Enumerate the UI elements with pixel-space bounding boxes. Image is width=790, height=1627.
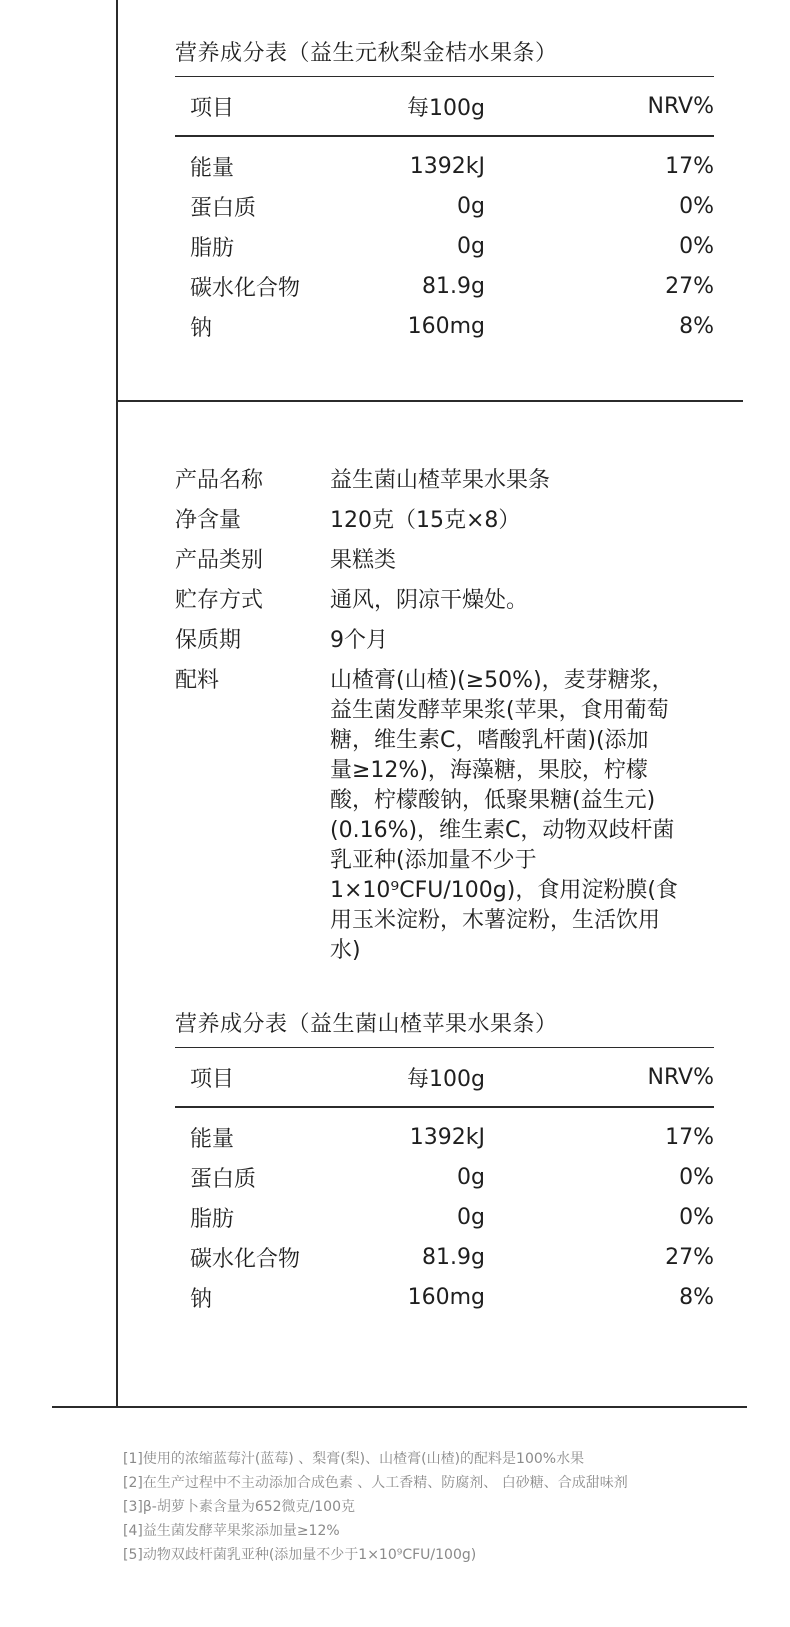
header-per100g: 每100g (407, 95, 485, 121)
nutrient-name: 钠 (190, 316, 213, 342)
table-row (175, 1238, 714, 1278)
nutrient-amount: 160mg (407, 314, 485, 340)
footnote: [5]动物双歧杆菌乳亚种(添加量不少于1×10⁹CFU/100g) (123, 1547, 477, 1563)
nutrient-amount: 0g (457, 1205, 485, 1231)
nutrient-name: 碳水化合物 (190, 276, 301, 302)
info-value: 果糕类 (330, 548, 397, 573)
nutrient-nrv: 0% (679, 1165, 714, 1191)
ingredients-line: 益生菌发酵苹果浆(苹果，食用葡萄 (330, 698, 669, 723)
ingredients-line: 用玉米淀粉，木薯淀粉，生活饮用 (330, 908, 661, 933)
table-header-row (175, 1048, 714, 1106)
info-value: 120克（15克×8） (330, 508, 521, 533)
nutrient-nrv: 0% (679, 234, 714, 260)
ingredients-line: 乳亚种(添加量不少于 (330, 848, 537, 873)
info-value: 益生菌山楂苹果水果条 (330, 468, 551, 493)
table-row (175, 1158, 714, 1198)
nutrient-name: 钠 (190, 1287, 213, 1313)
nutrient-amount: 81.9g (422, 1245, 485, 1271)
nutrient-nrv: 27% (665, 1245, 714, 1271)
table-row (175, 1278, 714, 1318)
ingredients-line: 山楂膏(山楂)(≥50%)，麦芽糖浆， (330, 668, 674, 693)
info-value: 通风，阴凉干燥处。 (330, 588, 529, 613)
table-header-row (175, 77, 714, 135)
nutrient-name: 脂肪 (190, 1207, 235, 1233)
nutrient-amount: 0g (457, 1165, 485, 1191)
ingredients-line: 酸，柠檬酸钠，低聚果糖(益生元) (330, 788, 656, 813)
ingredients-line: 量≥12%)，海藻糖，果胶，柠檬 (330, 758, 648, 783)
ingredients-line: 糖，维生素C，嗜酸乳杆菌)(添加 (330, 728, 649, 753)
info-row-shelf-life (175, 621, 735, 661)
table-row (175, 267, 714, 307)
info-row-net-content (175, 501, 735, 541)
info-label: 产品类别 (175, 548, 264, 573)
nutrient-amount: 1392kJ (409, 154, 485, 180)
section-divider (116, 400, 743, 402)
header-item: 项目 (190, 95, 235, 121)
table-row (175, 1118, 714, 1158)
info-label: 贮存方式 (175, 588, 264, 613)
nutrient-nrv: 0% (679, 194, 714, 220)
nutrition-table (175, 76, 714, 347)
header-item: 项目 (190, 1066, 235, 1092)
table-row (175, 187, 714, 227)
nutrition-table (175, 1047, 714, 1318)
info-value: 9个月 (330, 628, 388, 653)
nutrient-amount: 1392kJ (409, 1125, 485, 1151)
footnote: [2]在生产过程中不主动添加合成色素 、人工香精、防腐剂、 白砂糖、合成甜味剂 (123, 1475, 628, 1491)
nutrient-amount: 81.9g (422, 274, 485, 300)
nutrient-amount: 160mg (407, 1285, 485, 1311)
info-row-category (175, 541, 735, 581)
info-label: 产品名称 (175, 468, 264, 493)
footnotes (123, 1447, 628, 1567)
table-row (175, 307, 714, 347)
nutrient-nrv: 0% (679, 1205, 714, 1231)
nutrient-nrv: 8% (679, 314, 714, 340)
vertical-rule-top (116, 0, 118, 400)
info-row-storage (175, 581, 735, 621)
header-nrv: NRV% (647, 1064, 714, 1090)
nutrient-nrv: 17% (665, 1125, 714, 1151)
nutrient-name: 蛋白质 (190, 196, 257, 222)
ingredients-text (330, 666, 735, 966)
footnote: [3]β-胡萝卜素含量为652微克/100克 (123, 1499, 355, 1515)
header-per100g: 每100g (407, 1066, 485, 1092)
footnote: [1]使用的浓缩蓝莓汁(蓝莓) 、梨膏(梨)、山楂膏(山楂)的配料是100%水果 (123, 1451, 585, 1467)
nutrition-table-title: 营养成分表（益生菌山楂苹果水果条） (175, 1012, 558, 1037)
info-label: 保质期 (175, 628, 242, 653)
table-row (175, 147, 714, 187)
nutrient-amount: 0g (457, 194, 485, 220)
nutrient-name: 能量 (190, 1127, 235, 1153)
info-row-name (175, 461, 735, 501)
footer-divider (52, 1406, 747, 1408)
table-row (175, 1198, 714, 1238)
vertical-rule-bottom (116, 400, 118, 1408)
table-row (175, 227, 714, 267)
nutrient-amount: 0g (457, 234, 485, 260)
nutrient-nrv: 8% (679, 1285, 714, 1311)
info-label: 净含量 (175, 508, 242, 533)
nutrient-name: 脂肪 (190, 236, 235, 262)
nutrient-nrv: 27% (665, 274, 714, 300)
ingredients-line: (0.16%)，维生素C，动物双歧杆菌 (330, 818, 675, 843)
ingredients-line: 1×10⁹CFU/100g)，食用淀粉膜(食 (330, 878, 678, 903)
info-row-ingredients (175, 661, 735, 966)
nutrient-name: 蛋白质 (190, 1167, 257, 1193)
nutrient-name: 碳水化合物 (190, 1247, 301, 1273)
info-label: 配料 (175, 668, 220, 693)
nutrition-table-title: 营养成分表（益生元秋梨金桔水果条） (175, 41, 558, 66)
product-info (175, 461, 735, 966)
nutrient-name: 能量 (190, 156, 235, 182)
nutrient-nrv: 17% (665, 154, 714, 180)
header-nrv: NRV% (647, 93, 714, 119)
footnote: [4]益生菌发酵苹果浆添加量≥12% (123, 1523, 340, 1539)
ingredients-line: 水) (330, 938, 361, 963)
